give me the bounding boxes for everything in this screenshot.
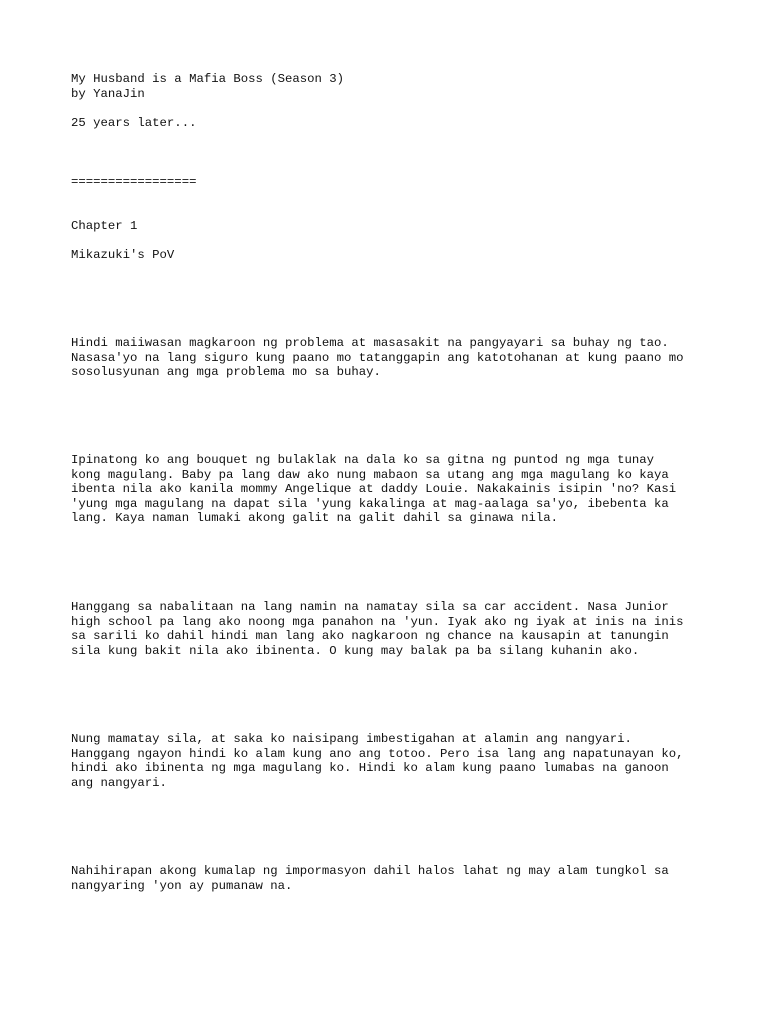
separator-block — [71, 175, 196, 190]
paragraph-line: 'yung mga magulang na dapat sila 'yung kakalinga at mag-aalaga sa'yo, ibebenta ka — [71, 496, 669, 511]
paragraph-line: Nung mamatay sila, at saka ko naisipang imbestigahan at alamin ang nangyari. — [71, 732, 632, 746]
time-note-block — [71, 116, 196, 131]
document-header — [71, 72, 344, 101]
paragraph-line: ibenta nila ako kanila mommy Angelique at daddy Louie. Nakakainis isipin 'no? Kasi — [71, 482, 677, 497]
paragraph-line: Nasasa'yo na lang siguro kung paano mo tatanggapin ang katotohanan at kung paano mo — [71, 350, 684, 365]
paragraph-line: Nahihirapan akong kumalap ng impormasyon dahil halos lahat ng may alam tungkol sa — [71, 864, 669, 878]
separator-line: ================= — [71, 175, 197, 189]
paragraph — [71, 732, 684, 790]
paragraph — [71, 864, 669, 893]
paragraph-line: kong magulang. Baby pa lang daw ako nung mabaon sa utang ang mga magulang ko kaya — [71, 467, 669, 482]
story-byline: by YanaJin — [71, 86, 145, 101]
chapter-heading: Chapter 1 — [71, 219, 138, 233]
paragraph-line: sosolusyunan ang mga problema mo sa buhay. — [71, 365, 381, 380]
paragraph-line: Hindi maiiwasan magkaroon ng problema at masasakit na pangyayari sa buhay ng tao. — [71, 336, 669, 350]
paragraph — [71, 600, 684, 658]
paragraph-line: nangyaring 'yon ay pumanaw na. — [71, 878, 293, 893]
paragraph — [71, 453, 676, 526]
paragraph-line: high school pa lang ako noong mga panahon na 'yun. Iyak ako ng iyak at inis na inis — [71, 614, 684, 629]
chapter-heading-block — [71, 219, 137, 234]
pov-block — [71, 248, 174, 263]
paragraph-line: Ipinatong ko ang bouquet ng bulaklak na dala ko sa gitna ng puntod ng mga tunay — [71, 453, 654, 467]
paragraph-line: sa sarili ko dahil hindi man lang ako nagkaroon ng chance na kausapin at tanungin — [71, 629, 669, 644]
paragraph-line: Hanggang ngayon hindi ko alam kung ano ang totoo. Pero isa lang ang napatunayan ko, — [71, 746, 684, 761]
paragraph-line: ang nangyari. — [71, 775, 167, 790]
paragraph-line: hindi ako ibinenta ng mga magulang ko. Hindi ko alam kung paano lumabas na ganoon — [71, 761, 669, 776]
paragraph — [71, 336, 684, 380]
paragraph-line: Hanggang sa nabalitaan na lang namin na namatay sila sa car accident. Nasa Junior — [71, 600, 669, 614]
time-note: 25 years later... — [71, 116, 197, 130]
story-title: My Husband is a Mafia Boss (Season 3) — [71, 72, 345, 86]
pov-label: Mikazuki's PoV — [71, 248, 175, 262]
paragraph-line: sila kung bakit nila ako ibinenta. O kung may balak pa ba silang kuhanin ako. — [71, 643, 640, 658]
paragraph-line: lang. Kaya naman lumaki akong galit na galit dahil sa ginawa nila. — [71, 511, 559, 526]
